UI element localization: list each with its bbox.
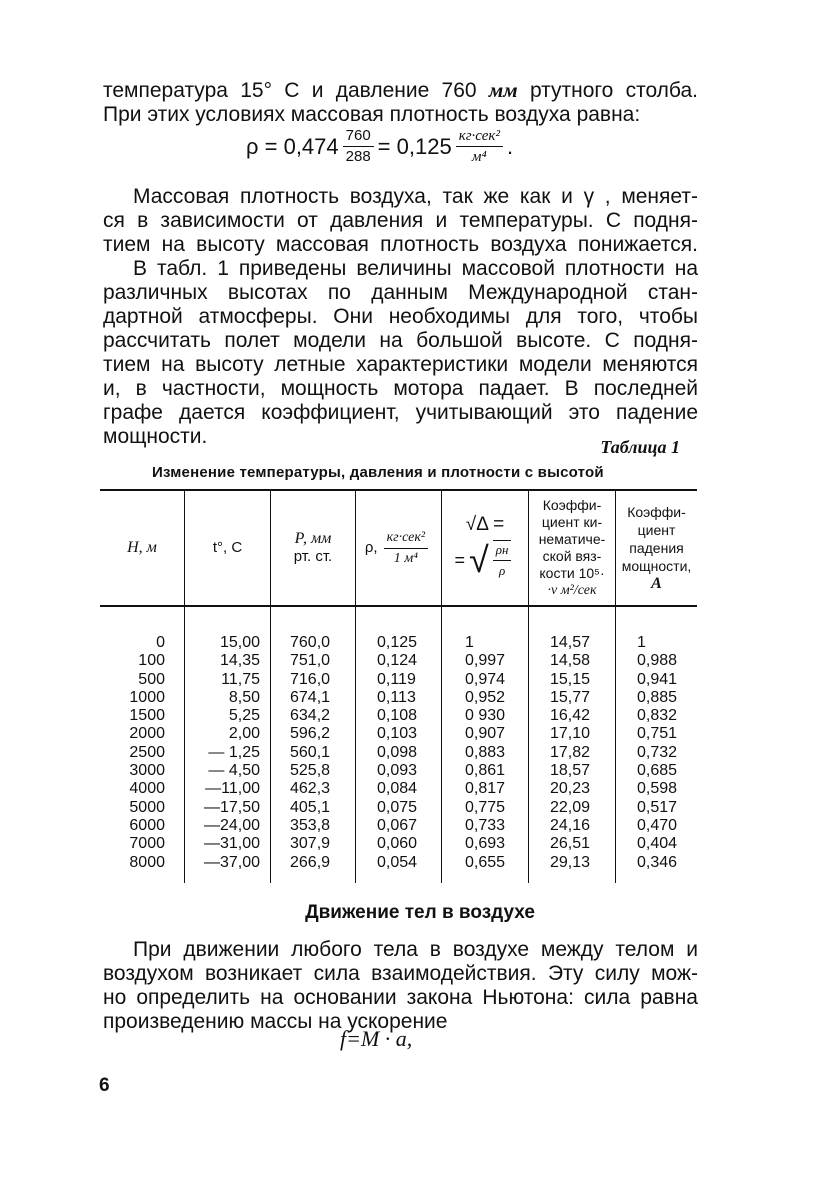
table-cell: —17,50 [203,798,260,816]
table-cell: 11,75 [221,670,260,688]
table-cell: 0,775 [465,798,506,816]
table-cell: 0,067 [377,816,418,834]
table-cell: 1500 [129,707,165,725]
table-cell: — 4,50 [208,762,260,780]
table-cell: 0,832 [637,707,678,725]
column-pressure [290,634,350,872]
table-cell: 760,0 [290,634,331,651]
header-sqrt-delta: √Δ = = √ $\frac{\rho н}{\rho}$ [442,491,528,605]
table-cell: 0,941 [637,670,678,688]
table-cell: 0,598 [637,780,678,798]
header-density: ρ, $\frac{\text{кг·сек²}}{\text{1 м⁴}}$ [356,491,441,605]
table-cell: 3000 [129,762,165,780]
sqrt-sign: √ [469,539,489,580]
table-cell: —31,00 [203,835,260,853]
table-cell: 0,817 [465,780,506,798]
table-cell: 0,517 [637,798,678,816]
header-temperature: t°, С [212,539,243,556]
table-cell: 751,0 [290,652,331,670]
table-cell: —24,00 [203,816,260,834]
table-cell: 14,35 [219,652,260,670]
column-sqrt-delta [465,634,525,872]
table-cell: 15,15 [550,670,591,688]
table-cell: 0,404 [637,835,678,853]
table-cell: 29,13 [550,853,591,871]
formula-unit-fraction: $\frac{\text{кг·сек²}}{\text{м⁴}}$ [456,127,503,166]
table-cell: 0,861 [465,762,506,780]
table-cell: 0,883 [465,743,506,761]
table-cell: 0,655 [465,853,506,871]
table-cell: 0,084 [377,780,418,798]
table-cell: 716,0 [290,670,331,688]
header-kinematic-viscosity: Коэффи- циент ки- нематиче- ской вяз- кости 10⁵· ·ν м²/сек [538,497,606,598]
table-cell: 6000 [129,816,165,834]
table-title: Изменение температуры, давления и плотности с высотой [152,464,604,481]
table-cell: —11,00 [205,780,260,798]
table-header-rule [100,605,697,607]
table-cell: 674,1 [290,688,331,706]
table-cell: 353,8 [290,816,331,834]
newton-formula: f=M · a, [340,1026,413,1051]
table-cell: 0,685 [637,762,678,780]
table-cell: 17,10 [550,725,591,743]
table-cell: 0,060 [377,835,418,853]
intro-paragraph [103,78,698,127]
table-cell: 596,2 [290,725,331,743]
formula-fraction: $\frac{760}{288}$ [343,127,374,166]
table-cell: 0,093 [377,762,418,780]
table-cell: 2500 [129,743,165,761]
table-cell: 1000 [129,688,165,706]
table-cell: 0,125 [377,634,418,651]
table-cell: 0,733 [465,816,506,834]
table-cell: 0,732 [637,743,678,761]
header-power-coefficient: Коэффи- циент падения мощности, А [621,504,692,592]
table-cell: 26,51 [550,835,591,853]
table-cell: 0,075 [377,798,418,816]
table-cell: 0 [156,634,165,651]
page-number: 6 [99,1075,110,1096]
table-cell: 18,57 [550,762,591,780]
paragraph-density-change: Массовая плотность воздуха, так же как и γ , меняет- ся в зависимости от давления и температуры. С подня- тием на высоту массовая плотность воздуха понижается. [103,185,698,256]
table-cell: 0,124 [377,652,418,670]
column-viscosity [550,634,610,872]
table-cell: 0,346 [637,853,678,871]
table-cell: 17,82 [550,743,591,761]
table-cell: 0,693 [465,835,506,853]
section-heading: Движение тел в воздухе [305,902,535,923]
table-cell: 307,9 [290,835,331,853]
table-cell: 0,952 [465,688,506,706]
column-power-coefficient [637,634,695,872]
table-cell: 525,8 [290,762,331,780]
table-cell: 0,907 [465,725,506,743]
header-pressure: Р, мм рт. ст. [293,530,333,565]
table-cell: 15,77 [550,688,591,706]
paragraph-motion: При движении любого тела в воздухе между телом и воздухом возникает сила взаимодействия. Эту силу мож- но определить на основании закона Ньютона: сила равна произведению массы на ускорение [103,938,698,1033]
table-cell: 16,42 [550,707,591,725]
table-cell: 5000 [129,798,165,816]
column-density [377,634,437,872]
table-cell: 0,119 [377,670,416,688]
column-temperature [190,634,260,872]
table-cell: 0,997 [465,652,506,670]
table-cell: 634,2 [290,707,331,725]
table-cell: 266,9 [290,853,331,871]
table-cell: 2,00 [228,725,260,743]
table-cell: 20,23 [550,780,591,798]
table-cell: 5,25 [228,707,260,725]
table-cell: 405,1 [290,798,331,816]
table-cell: 24,16 [550,816,591,834]
formula-equals: = 0,125 [377,133,452,159]
table-cell: 0,988 [637,652,678,670]
table-cell: 0,974 [465,670,506,688]
table-cell: 8000 [129,853,165,871]
table-cell: 0,751 [637,725,678,743]
density-formula: ρ = 0,474 $\frac{760}{288}$ = 0,125 $\frac{\text{кг·сек²}}{\text{м⁴}}$ . [246,127,514,165]
intro-line-1: температура 15° С и давление 760 мм ртутного столба. [103,78,698,102]
formula-lhs: ρ = 0,474 [246,133,339,159]
table-cell: 1 [465,634,474,651]
intro-line-2: При этих условиях массовая плотность воздуха равна: [103,103,641,126]
table-cell: 8,50 [228,688,260,706]
table-cell: 0,470 [637,816,678,834]
table-label: Таблица 1 [600,437,680,457]
table-cell: 14,58 [550,652,591,670]
table-cell: 0,098 [377,743,418,761]
table-cell: 500 [138,670,165,688]
table-cell: 0,103 [377,725,418,743]
table-cell: 0,054 [377,853,418,871]
table-cell: 15,00 [219,634,260,651]
table-cell: 0,108 [377,707,418,725]
table-cell: 100 [138,652,165,670]
table-cell: 462,3 [290,780,331,798]
paragraph-table-intro: В табл. 1 приведены величины массовой плотности на различных высотах по данным Международной стан- дартной атмосферы. Они необходимы для того, чтобы рассчитать полет модели на большой высоте. С подня- тием на высоту летные характеристики модели меняются и, в частности, мощность мотора падает. В последней графе дается коэффициент, учитывающий это падение мощности. [103,257,698,448]
table-cell: 14,57 [550,634,591,651]
table-cell: 0,113 [377,688,416,706]
header-height: Н, м [127,539,157,556]
table-cell: 4000 [129,780,165,798]
table-cell: 22,09 [550,798,591,816]
table-cell: 0 930 [465,707,506,725]
table-cell: 0,885 [637,688,678,706]
table-cell: — 1,25 [208,743,260,761]
table-cell: 1 [637,634,646,651]
table-cell: 2000 [129,725,165,743]
table-cell: 7000 [129,835,165,853]
table-cell: 560,1 [290,743,331,761]
table-cell: —37,00 [203,853,260,871]
column-height [110,634,165,872]
